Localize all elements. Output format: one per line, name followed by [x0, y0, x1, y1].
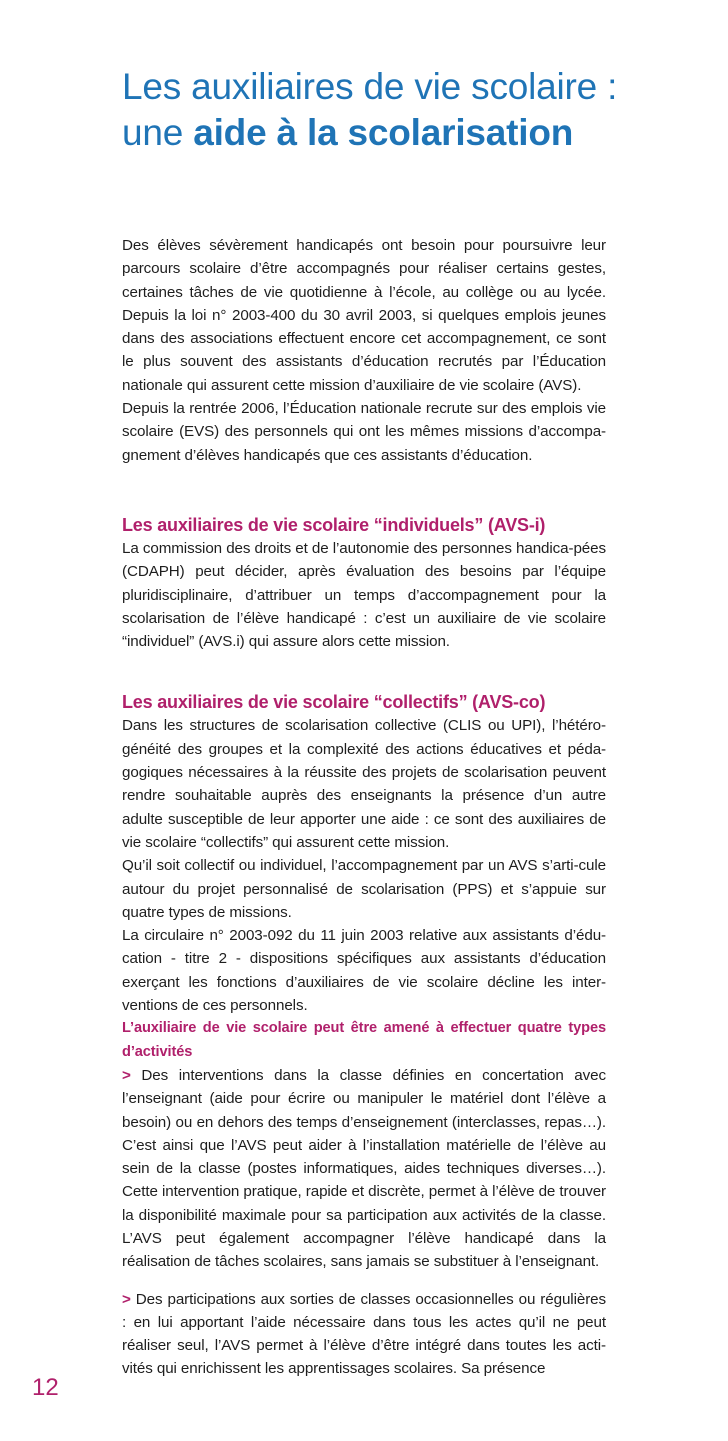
bullet-marker: > — [122, 1290, 131, 1308]
intro-section — [122, 234, 606, 467]
title-line-2-bold: aide à la scolarisation — [193, 112, 574, 153]
section-collectifs-paragraph-3: La circulaire n° 2003-092 du 11 juin 2003 relative aux assistants d’édu-cation - titre 2 - dispositions spécifiques aux assistants d’éducation exerçant les fonctions d’auxiliaires de vie scolaire décline les inter-ventions de ces personnels. — [122, 927, 606, 1015]
page-title — [122, 64, 722, 156]
section-individuels-paragraph: La commission des droits et de l’autonomie des personnes handica-pées (CDAPH) peut décider, après évaluation des besoins par l’équipe pluridisciplinaire, d’attribuer un temps d’accompagnement pour la scolarisation de l’élève handicapé : c’est un auxiliaire de vie scolaire “individuel” (AVS.i) qui assure alors cette mission. — [122, 539, 606, 651]
page-number: 12 — [32, 1374, 59, 1401]
activity-item-1 — [122, 1064, 606, 1274]
activity-item-2-text: Des participations aux sorties de classes occasionnelles ou régulières : en lui apportant l’aide nécessaire dans tous les actes qu’il ne peut réaliser seul, l’AVS permet à l’élève d’être intégré dans toutes les acti-vités qui enrichissent les apprentissages scolaires. Sa présence — [122, 1290, 606, 1378]
title-line-2-prefix: une — [122, 112, 194, 153]
activities-section — [122, 1017, 606, 1380]
title-line-1: Les auxiliaires de vie scolaire : — [122, 66, 618, 107]
activities-heading: L’auxiliaire de vie scolaire peut être amené à effectuer quatre types d’activités — [122, 1020, 606, 1060]
section-collectifs — [122, 690, 606, 1017]
section-collectifs-paragraph-2: Qu’il soit collectif ou individuel, l’accompagnement par un AVS s’arti-cule autour du projet personnalisé de scolarisation (PPS) et s’appuie sur quatre types de missions. — [122, 857, 606, 921]
body-content — [122, 234, 606, 1381]
section-individuels-heading: Les auxiliaires de vie scolaire “individuels” (AVS-i) — [122, 514, 546, 535]
activity-item-1-text: Des interventions dans la classe définies en concertation avec l’enseignant (aide pour écrire ou manipuler le matériel dont l’élève a besoin) ou en dehors des temps d’enseignement (interclasses, repas…). C’est ainsi que l’AVS peut aider à l’installation matérielle de l’élève au sein de la classe (postes informatiques, aides techniques diverses…). Cette intervention pratique, rapide et discrète, permet à l’élève de trouver la disponibilité maximale pour sa participation aux activités de la classe. L’AVS peut également accompagner l’élève handicapé dans la réalisation de tâches scolaires, sans jamais se substituer à l’enseignant. — [122, 1066, 606, 1271]
section-individuels — [122, 513, 606, 653]
section-collectifs-heading: Les auxiliaires de vie scolaire “collectifs” (AVS-co) — [122, 692, 546, 713]
bullet-marker: > — [122, 1066, 131, 1084]
intro-paragraph-1: Des élèves sévèrement handicapés ont besoin pour poursuivre leur parcours scolaire d’être accompagnés pour réaliser certains gestes, certaines tâches de vie quotidienne à l’école, au collège ou au lycée. Depuis la loi n° 2003-400 du 30 avril 2003, si quelques emplois jeunes dans des associations effectuent encore cet accompagnement, ce sont le plus souvent des assistants d’éducation recrutés par l’Éducation nationale qui assurent cette mission d’auxiliaire de vie scolaire (AVS). — [122, 237, 606, 394]
intro-paragraph-2: Depuis la rentrée 2006, l’Éducation nationale recrute sur des emplois vie scolaire (EVS) des personnels qui ont les mêmes missions d’accompa-gnement d’élèves handicapés que ces assistants d’éducation. — [122, 400, 606, 464]
spacer — [122, 1274, 606, 1288]
title-line-2 — [122, 110, 722, 156]
activity-item-2 — [122, 1288, 606, 1381]
section-collectifs-paragraph-1: Dans les structures de scolarisation collective (CLIS ou UPI), l’hétéro-généité des groupes et la complexité des actions éducatives et péda-gogiques nécessaires à la réussite des projets de scolarisation peuvent rendre souhaitable auprès des enseignants la présence d’un autre adulte susceptible de leur apporter une aide : ce sont des auxiliaires de vie scolaire “collectifs” qui assurent cette mission. — [122, 717, 606, 851]
